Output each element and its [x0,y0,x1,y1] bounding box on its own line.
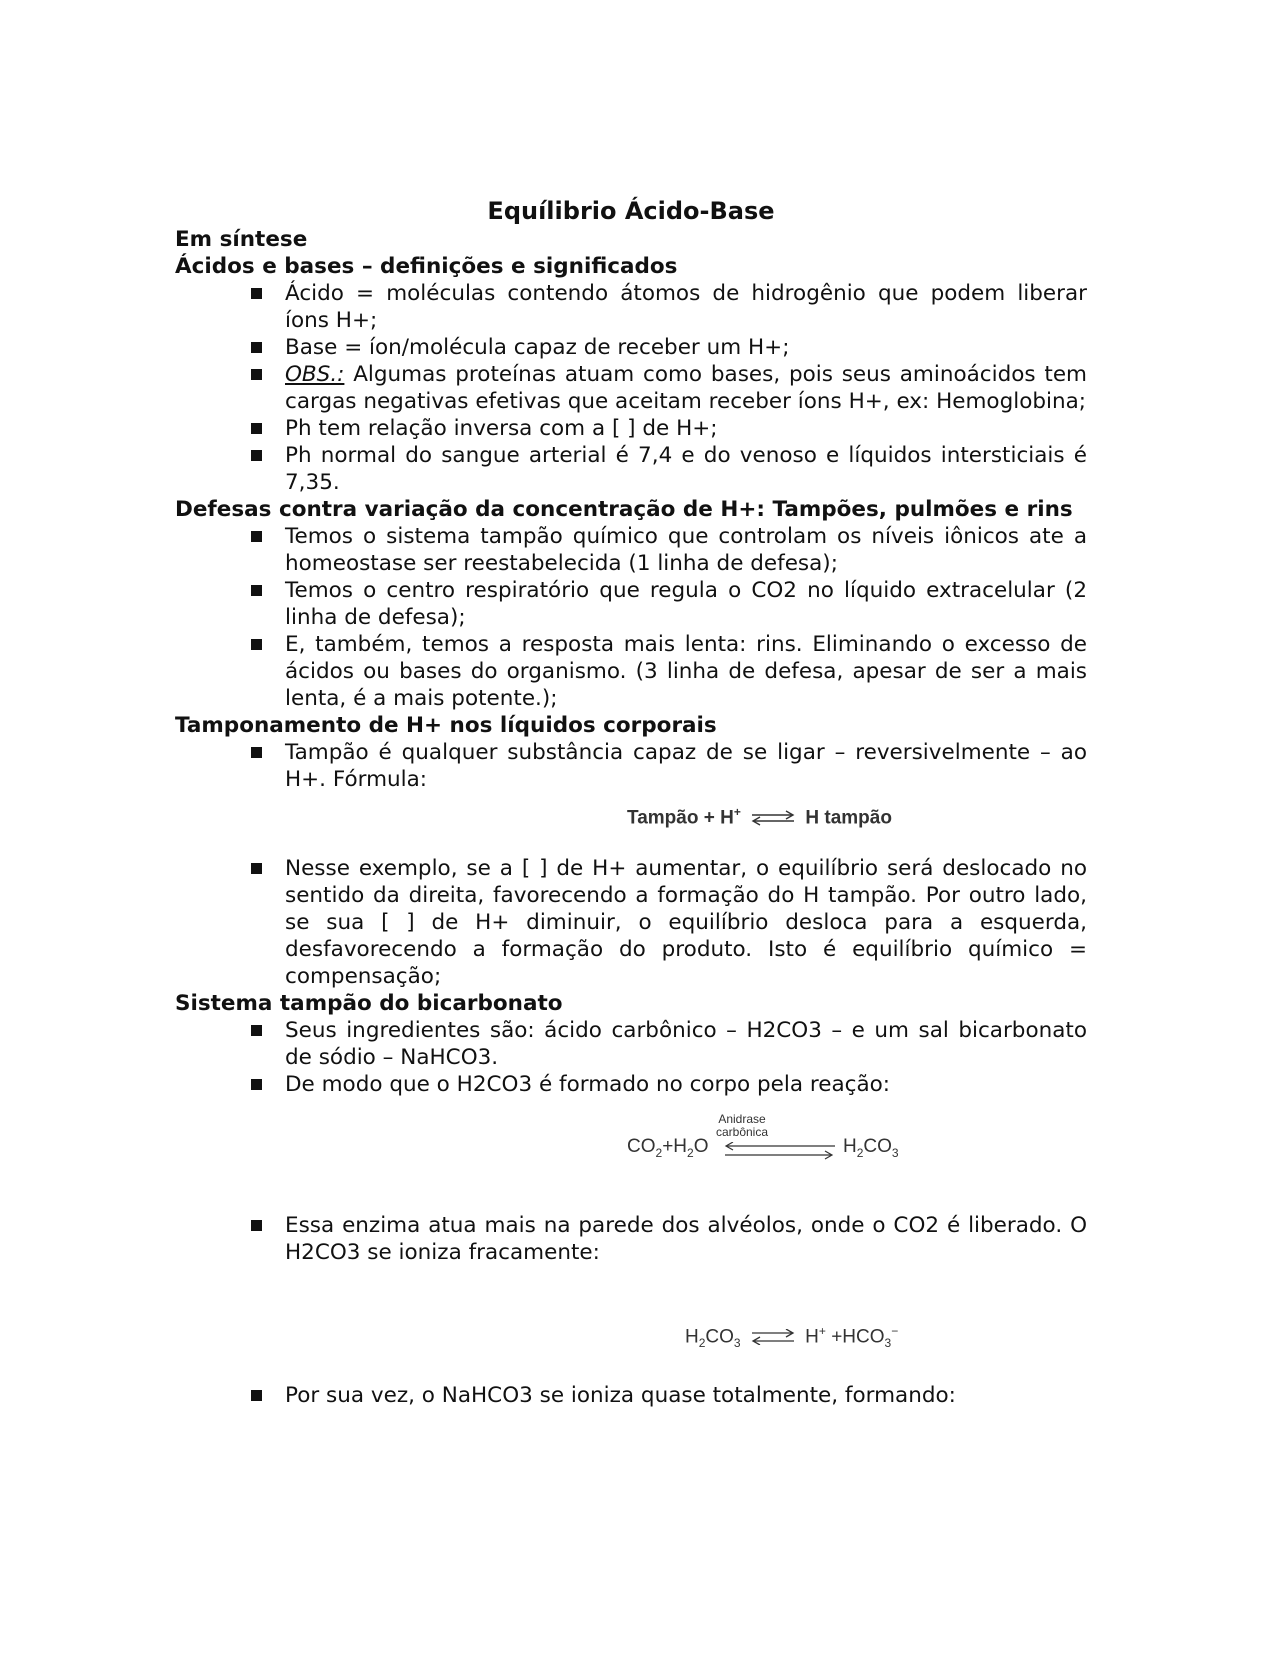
list-item: Ácido = moléculas contendo átomos de hidrogênio que podem liberar íons H+; [285,280,1087,334]
bullet-square-icon [251,423,262,434]
acids-bases-list [175,280,1087,496]
document-title: Equílibrio Ácido-Base [487,197,775,225]
bullet-square-icon [251,585,262,596]
bullet-square-icon [251,639,262,650]
bullet-square-icon [251,1025,262,1036]
ionization-reaction-figure [175,1266,1087,1382]
reversible-arrow-icon [723,1142,837,1160]
ionization-reaction: $H_2CO_3$ $H^+ +HCO_3^-$ [685,1324,899,1351]
list-item: Nesse exemplo, se a [ ] de H+ aumentar, o equilíbrio será deslocado no sentido da direita, favorecendo a formação do H tampão. Por outro lado, se sua [ ] de H+ diminuir, o equilíbrio desloca para a esquerda, desfavorecendo a formação do produto. Isto é equilíbrio químico = compensação; [285,855,1087,990]
equilibrium-arrow-icon [750,810,796,826]
section-heading-bicarbonate: Sistema tampão do bicarbonato [175,991,563,1016]
carbonic-reaction-left: $CO_2+H_2O$ [627,1136,709,1160]
bullet-square-icon [251,342,262,353]
bullet-square-icon [251,1220,262,1231]
buffer-formula-figure [175,793,1087,855]
section-heading-defenses: Defesas contra variação da concentração de H+: Tampões, pulmões e rins [175,497,1073,522]
list-item: Tampão é qualquer substância capaz de se ligar – reversivelmente – ao H+. Fórmula: [285,739,1087,793]
equilibrium-arrow-icon [750,1329,796,1345]
list-item: Seus ingredientes são: ácido carbônico – H2CO3 – e um sal bicarbonato de sódio – NaHCO3. [285,1017,1087,1071]
bicarbonate-list-continued [175,1212,1087,1266]
list-item: E, também, temos a resposta mais lenta: rins. Eliminando o excesso de ácidos ou bases do organismo. (3 linha de defesa, apesar de ser a mais lenta, é a mais potente.); [285,631,1087,712]
list-item: OBS.: Algumas proteínas atuam como bases, pois seus aminoácidos tem cargas negativas efetivas que aceitam receber íons H+, ex: Hemoglobina; [285,361,1087,415]
bullet-square-icon [251,288,262,299]
list-item: Base = íon/molécula capaz de receber um H+; [285,334,1087,361]
buffering-list [175,739,1087,793]
bullet-square-icon [251,747,262,758]
list-item: Essa enzima atua mais na parede dos alvéolos, onde o CO2 é liberado. O H2CO3 se ioniza fracamente: [285,1212,1087,1266]
buffer-formula: Tampão + H+ H tampão [627,805,892,829]
carbonic-reaction-figure [175,1098,1087,1212]
list-item: De modo que o H2CO3 é formado no corpo pela reação: [285,1071,1087,1098]
carbonic-reaction-right: $H_2CO_3$ [843,1136,899,1160]
enzyme-label: Anidrase carbônica [715,1112,769,1139]
section-heading-buffering: Tamponamento de H+ nos líquidos corporais [175,713,717,738]
bullet-square-icon [251,863,262,874]
defenses-list [175,523,1087,712]
bicarbonate-list [175,1017,1087,1098]
bullet-square-icon [251,450,262,461]
bullet-square-icon [251,531,262,542]
list-item: Por sua vez, o NaHCO3 se ioniza quase totalmente, formando: [285,1382,1087,1409]
section-heading-summary: Em síntese [175,227,308,252]
bullet-square-icon [251,369,262,380]
list-item: Ph normal do sangue arterial é 7,4 e do venoso e líquidos intersticiais é 7,35. [285,442,1087,496]
list-item: Ph tem relação inversa com a [ ] de H+; [285,415,1087,442]
list-item: Temos o centro respiratório que regula o CO2 no líquido extracelular (2 linha de defesa); [285,577,1087,631]
bicarbonate-list-final [175,1382,1087,1409]
bullet-square-icon [251,1079,262,1090]
section-heading-acids-bases: Ácidos e bases – definições e significados [175,254,678,279]
buffering-list-continued [175,855,1087,990]
list-item: Temos o sistema tampão químico que controlam os níveis iônicos ate a homeostase ser reestabelecida (1 linha de defesa); [285,523,1087,577]
obs-label: OBS.: [285,362,345,387]
document-page [175,196,1087,1409]
bullet-square-icon [251,1390,262,1401]
